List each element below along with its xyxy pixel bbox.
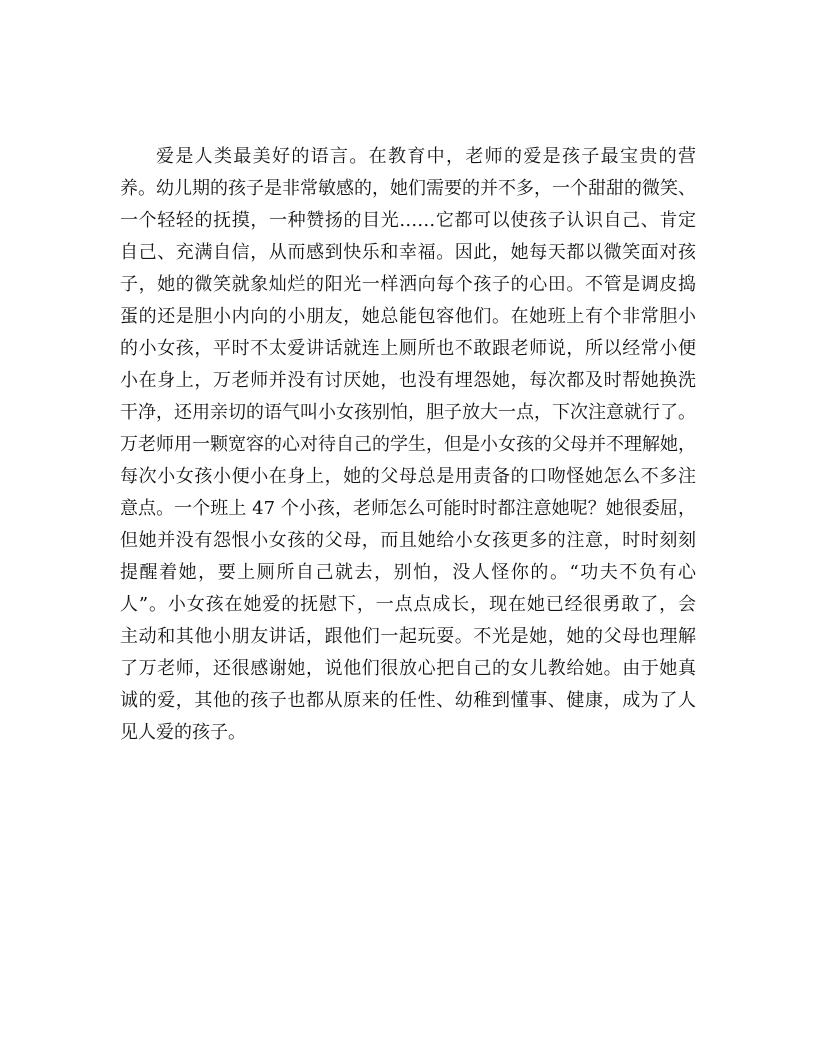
paragraph-line: 小在身上，万老师并没有讨厌她，也没有埋怨她，每次都及时帮她换洗 [120, 370, 696, 391]
paragraph-line: 了万老师，还很感谢她，说他们很放心把自己的女儿教给她。由于她真 [120, 658, 696, 679]
paragraph-line: 人”。小女孩在她爱的抚慰下，一点点成长，现在她已经很勇敢了，会 [120, 594, 696, 615]
paragraph-line: 提醒着她，要上厕所自己就去，别怕，没人怪你的。“功夫不负有心 [120, 562, 696, 583]
paragraph-line: 自己、充满自信，从而感到快乐和幸福。因此，她每天都以微笑面对孩 [120, 242, 696, 263]
body-paragraph [120, 141, 696, 749]
paragraph-line: 蛋的还是胆小内向的小朋友，她总能包容他们。在她班上有个非常胆小 [120, 306, 696, 327]
paragraph-line: 意点。一个班上 47 个小孩，老师怎么可能时时都注意她呢？她很委屈， [120, 498, 696, 519]
paragraph-line: 主动和其他小朋友讲话，跟他们一起玩耍。不光是她，她的父母也理解 [120, 626, 696, 647]
paragraph-line: 子，她的微笑就象灿烂的阳光一样洒向每个孩子的心田。不管是调皮捣 [120, 274, 696, 295]
paragraph-line: 干净，还用亲切的语气叫小女孩别怕，胆子放大一点，下次注意就行了。 [120, 402, 696, 423]
paragraph-line: 的小女孩，平时不太爱讲话就连上厕所也不敢跟老师说，所以经常小便 [120, 338, 696, 359]
paragraph-line: 养。幼儿期的孩子是非常敏感的，她们需要的并不多，一个甜甜的微笑、 [120, 178, 696, 199]
paragraph-line: 每次小女孩小便小在身上，她的父母总是用责备的口吻怪她怎么不多注 [120, 466, 696, 487]
paragraph-line: 一个轻轻的抚摸，一种赞扬的目光……它都可以使孩子认识自己、肯定 [120, 210, 696, 231]
paragraph-line: 爱是人类最美好的语言。在教育中，老师的爱是孩子最宝贵的营 [156, 146, 696, 167]
paragraph-line: 万老师用一颗宽容的心对待自己的学生，但是小女孩的父母并不理解她， [120, 434, 696, 455]
paragraph-line: 但她并没有怨恨小女孩的父母，而且她给小女孩更多的注意，时时刻刻 [120, 530, 696, 551]
paragraph-line: 诚的爱，其他的孩子也都从原来的任性、幼稚到懂事、健康，成为了人 [120, 690, 696, 711]
paragraph-line: 见人爱的孩子。 [120, 722, 246, 743]
